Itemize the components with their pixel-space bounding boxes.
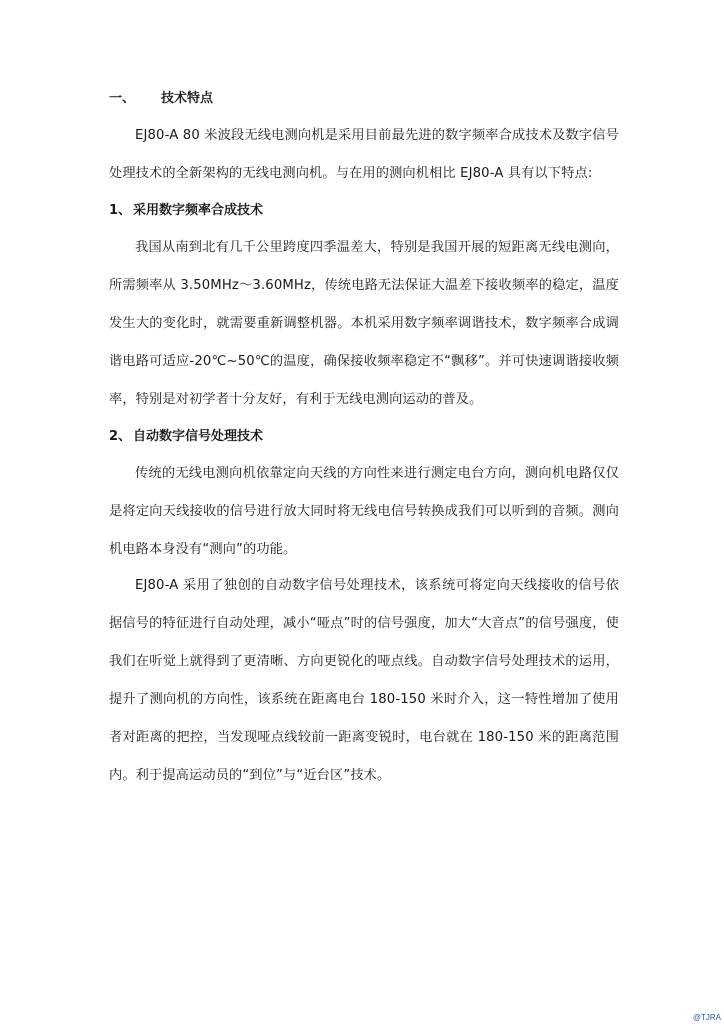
subsection-heading-2 [109, 427, 619, 446]
section-title: 技术特点 [161, 91, 214, 106]
subsection-heading-1 [109, 201, 619, 220]
subsection-number: 1、 [109, 203, 132, 218]
subsection-number: 2、 [109, 429, 132, 444]
subsection-title: 自动数字信号处理技术 [133, 429, 264, 444]
section-heading [109, 89, 619, 108]
document-body [109, 89, 619, 803]
subsection-title: 采用数字频率合成技术 [133, 203, 264, 218]
intro-paragraph: EJ80-A 80 米波段无线电测向机是采用目前最先进的数字频率合成技术及数字信号处理技术的全新架构的无线电测向机。与在用的测向机相比 EJ80-A 具有以下特点: [109, 128, 619, 181]
frequency-synthesis-paragraph: 我国从南到北有几千公里跨度四季温差大，特别是我国开展的短距离无线电测向，所需频率从 3.50MHz～3.60MHz，传统电路无法保证大温差下接收频率的稳定，温度发生大的变化时，就需要重新调整机器。本机采用数字频率调谐技术，数字频率合成调谐电路可适应-20℃~50℃的温度，确保接收频率稳定不“飘移”。并可快速调谐接收频率，特别是对初学者十分友好，有利于无线电测向运动的普及。 [109, 240, 619, 407]
traditional-receiver-paragraph: 传统的无线电测向机依靠定向天线的方向性来进行测定电台方向，测向机电路仅仅是将定向天线接收的信号进行放大同时将无线电信号转换成我们可以听到的音频。测向机电路本身没有“测向”的功能。 [109, 466, 619, 557]
watermark-label: @TJRA [692, 1013, 721, 1022]
section-number: 一、 [109, 91, 136, 106]
dsp-technology-paragraph: EJ80-A 采用了独创的自动数字信号处理技术，该系统可将定向天线接收的信号依据信号的特征进行自动处理，减小“哑点”时的信号强度，加大“大音点”的信号强度，使我们在听觉上就得到了更清晰、方向更锐化的哑点线。自动数字信号处理技术的运用，提升了测向机的方向性，该系统在距离电台 180-150 米时介入，这一特性增加了使用者对距离的把控，当发现哑点线较前一距离变锐时，电台就在 180-150 米的距离范围内。利于提高运动员的“到位”与“近台区”技术。 [109, 578, 619, 783]
